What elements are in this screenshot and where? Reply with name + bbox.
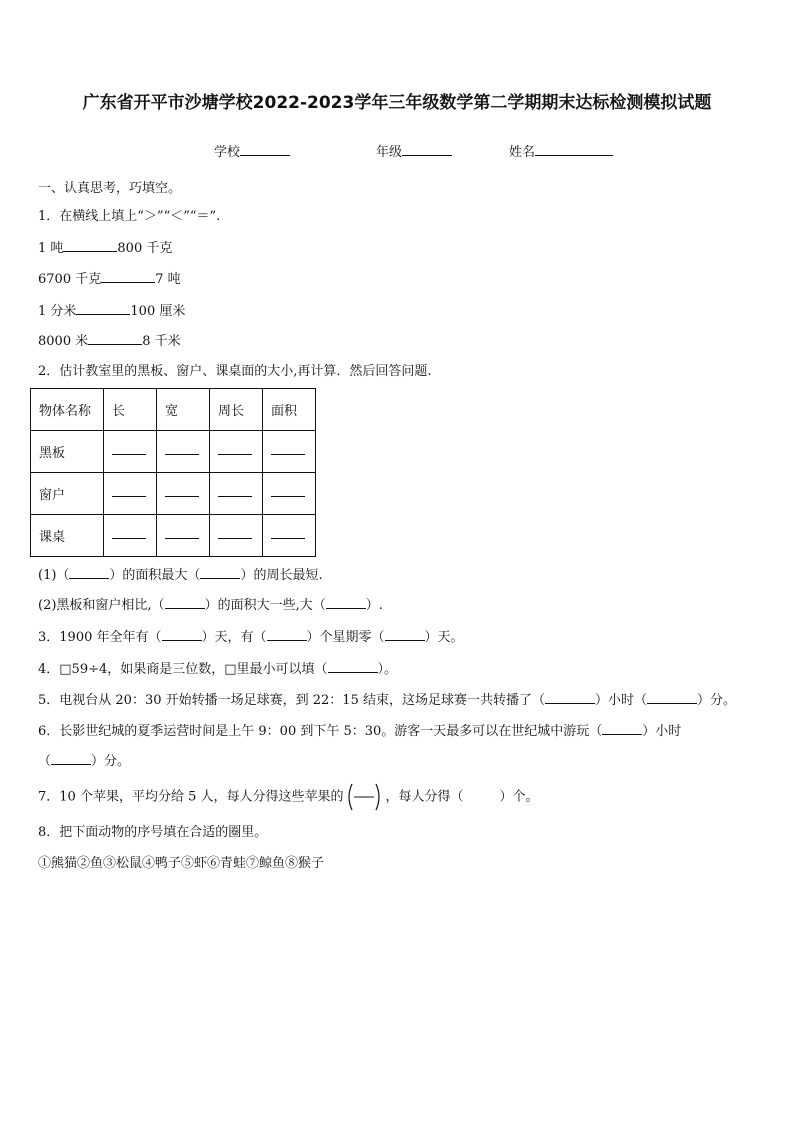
name-blank[interactable] [535, 143, 613, 156]
q2-sub1-text-a: (1)（ [38, 568, 70, 583]
q1-item-2-right: 7 吨 [155, 272, 181, 287]
row-label-window: 窗户 [31, 473, 104, 515]
q1-blank-1[interactable] [63, 239, 117, 252]
section-heading: 一、认真思考，巧填空。 [38, 181, 182, 196]
q3-blank-2[interactable] [267, 628, 307, 641]
name-field[interactable] [509, 141, 613, 160]
q1-item-2-left: 6700 千克 [38, 272, 102, 287]
table-blank[interactable] [218, 528, 252, 539]
table-row [31, 515, 316, 557]
q1-item-3-left: 1 分米 [38, 304, 77, 319]
q5-text-c: ）分。 [696, 693, 736, 708]
school-blank[interactable] [240, 143, 290, 156]
table-blank[interactable] [165, 528, 199, 539]
header-perimeter: 周长 [210, 389, 263, 431]
q6-blank-1[interactable] [602, 722, 642, 735]
question-1-stem: 1．在横线上填上“＞”“＜”“＝”. [38, 209, 221, 224]
header-length: 长 [104, 389, 157, 431]
q1-blank-4[interactable] [88, 332, 142, 345]
q3-blank-1[interactable] [162, 628, 202, 641]
table-row [31, 431, 316, 473]
q2-sub1-blank-2[interactable] [200, 566, 240, 579]
table-blank[interactable] [218, 486, 252, 497]
row-label-blackboard: 黑板 [31, 431, 104, 473]
name-label: 姓名 [509, 145, 536, 160]
q5-text-b: ）小时（ [594, 693, 647, 708]
q2-sub1-text-c: ）的周长最短. [240, 568, 323, 583]
q5-blank-2[interactable] [647, 691, 697, 704]
table-blank[interactable] [112, 528, 146, 539]
q4-text-b: ）。 [377, 662, 398, 677]
q5-text-a: 5．电视台从 20：30 开始转播一场足球赛，到 22：15 结束，这场足球赛一共转播了（ [38, 693, 545, 708]
school-label: 学校 [214, 145, 241, 160]
table-blank[interactable] [112, 486, 146, 497]
estimate-table [30, 388, 316, 557]
table-blank[interactable] [112, 444, 146, 455]
q2-sub2-text-b: ）的面积大一些,大（ [204, 598, 326, 613]
q1-item-1-right: 800 千克 [117, 241, 173, 256]
q1-item-4 [38, 332, 181, 350]
question-8-stem: 8．把下面动物的序号填在合适的圈里。 [38, 825, 268, 840]
q3-text-a: 3．1900 年全年有（ [38, 630, 162, 645]
school-field[interactable] [214, 141, 290, 160]
question-5 [38, 691, 736, 709]
table-blank[interactable] [165, 444, 199, 455]
q6-text-b: ）小时 [642, 724, 682, 739]
q7-text-c: ）个。 [499, 789, 539, 805]
q2-sub-1 [38, 566, 323, 584]
q1-item-4-left: 8000 米 [38, 334, 89, 349]
q2-sub1-blank-1[interactable] [69, 566, 109, 579]
q6-text-d: ）分。 [91, 754, 131, 769]
grade-field[interactable] [376, 141, 452, 160]
table-blank[interactable] [271, 444, 305, 455]
q7-text-a: 7．10 个苹果，平均分给 5 人，每人分得这些苹果的 [38, 789, 344, 805]
grade-label: 年级 [376, 145, 403, 160]
q3-text-c: ）个星期零（ [306, 630, 385, 645]
q1-item-3 [38, 302, 185, 320]
animal-list: ①熊猫②鱼③松鼠④鸭子⑤虾⑥青蛙⑦鲸鱼⑧猴子 [38, 856, 325, 871]
q5-blank-1[interactable] [545, 691, 595, 704]
q1-item-1 [38, 239, 172, 257]
q3-text-b: ）天，有（ [201, 630, 267, 645]
q7-text-b: ，每人分得（ [385, 789, 464, 805]
q2-sub-2 [38, 596, 383, 614]
q2-sub2-blank-2[interactable] [326, 596, 366, 609]
q2-sub2-text-c: ）. [365, 598, 383, 613]
fraction-bracket-icon [345, 782, 383, 812]
q1-blank-3[interactable] [76, 302, 130, 315]
row-label-desk: 课桌 [31, 515, 104, 557]
question-6 [38, 722, 681, 740]
table-header-row [31, 389, 316, 431]
question-6-cont [38, 752, 130, 770]
table-blank[interactable] [271, 486, 305, 497]
q2-sub2-text-a: (2)黑板和窗户相比,（ [38, 598, 165, 613]
question-4 [38, 660, 397, 678]
fraction-blank[interactable] [345, 782, 383, 812]
q1-item-4-right: 8 千米 [142, 334, 181, 349]
table-row [31, 473, 316, 515]
grade-blank[interactable] [402, 143, 452, 156]
q2-sub1-text-b: ）的面积最大（ [109, 568, 201, 583]
q4-text-a: 4．□59÷4，如果商是三位数，□里最小可以填（ [38, 662, 328, 677]
table-blank[interactable] [271, 528, 305, 539]
q1-item-2 [38, 270, 181, 288]
header-width: 宽 [157, 389, 210, 431]
question-3 [38, 628, 464, 646]
q1-item-3-right: 100 厘米 [130, 304, 186, 319]
q2-sub2-blank-1[interactable] [165, 596, 205, 609]
header-area: 面积 [263, 389, 316, 431]
table-blank[interactable] [165, 486, 199, 497]
header-object-name: 物体名称 [31, 389, 104, 431]
page-title: 广东省开平市沙塘学校2022-2023学年三年级数学第二学期期末达标检测模拟试题 [82, 93, 712, 113]
q3-blank-3[interactable] [385, 628, 425, 641]
q6-text-c: （ [38, 754, 52, 769]
table-blank[interactable] [218, 444, 252, 455]
question-7 [38, 782, 539, 813]
q6-blank-2[interactable] [51, 752, 91, 765]
q4-blank[interactable] [328, 660, 378, 673]
q1-blank-2[interactable] [101, 270, 155, 283]
question-2-stem: 2．估计教室里的黑板、窗户、课桌面的大小,再计算．然后回答问题. [38, 364, 432, 379]
q6-text-a: 6．长影世纪城的夏季运营时间是上午 9：00 到下午 5：30。游客一天最多可以在世纪城中游玩（ [38, 724, 603, 739]
q1-item-1-left: 1 吨 [38, 241, 64, 256]
q3-text-d: ）天。 [424, 630, 464, 645]
